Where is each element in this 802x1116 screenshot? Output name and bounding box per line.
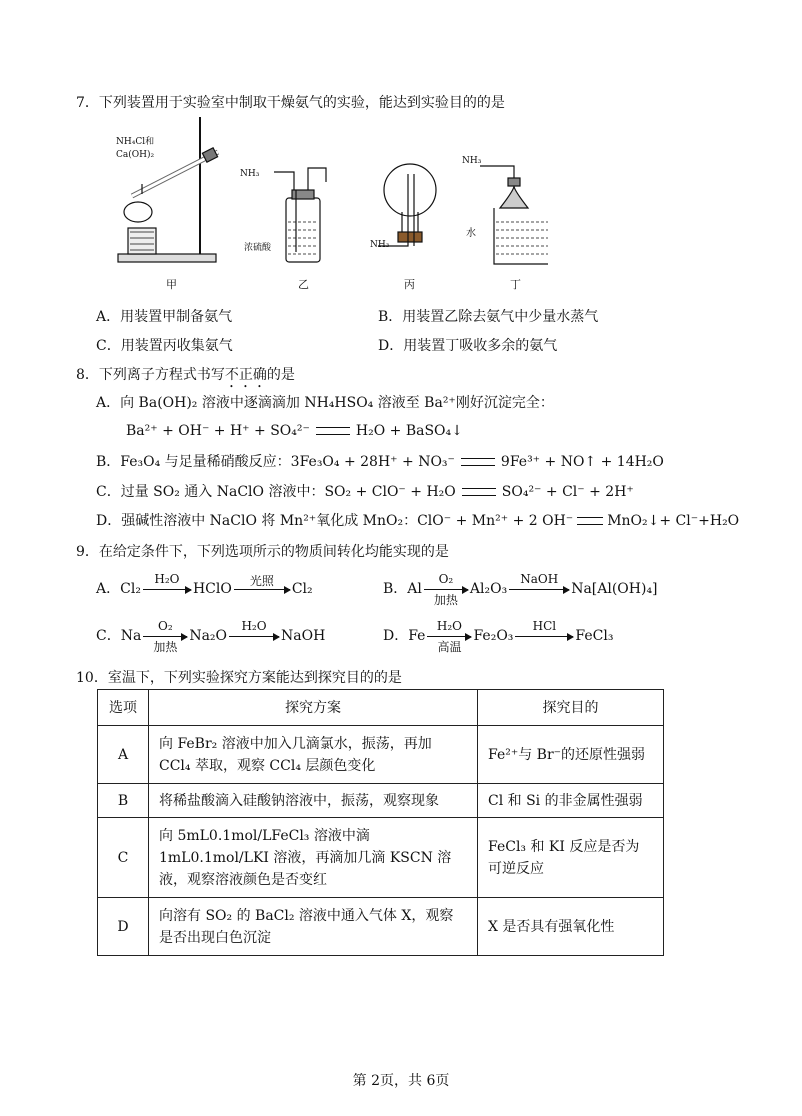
jia-reagent-label-1: NH₄Cl和 (116, 137, 155, 147)
yi-liquid-label: 浓硫酸 (244, 243, 272, 253)
q8-a-eq-left: Ba²⁺ + OH⁻ + H⁺ + SO₄²⁻ (126, 423, 310, 439)
species: Al₂O₃ (469, 581, 508, 597)
yi-nh3-label: NH₃ (240, 169, 260, 179)
arrow-condition-top: H₂O (154, 572, 180, 586)
q10-stem: 10．室温下，下列实验探究方案能达到探究目的的是 (76, 670, 402, 686)
header-plan: 探究方案 (149, 690, 478, 726)
ding-caption: 丁 (510, 278, 521, 291)
row-plan: 向 FeBr₂ 溶液中加入几滴氯水，振荡，再加 CCl₄ 萃取，观察 CCl₄ 层颜色变化 (149, 726, 478, 784)
species: Cl₂ (120, 581, 141, 597)
species: HClO (192, 581, 232, 597)
q8-d-left: D．强碱性溶液中 NaClO 将 Mn²⁺氧化成 MnO₂：ClO⁻ + Mn²⁺ + 2 OH⁻ (96, 513, 574, 529)
species: Na (120, 628, 142, 644)
ding-nh3-label: NH₃ (462, 156, 482, 166)
row-goal: Cl 和 Si 的非金属性强弱 (478, 784, 664, 818)
bing-nh3-label: NH₃ (370, 240, 390, 250)
q9-option-d (383, 619, 613, 653)
species: FeCl₃ (575, 628, 614, 644)
q7-apparatus-figure (108, 112, 548, 294)
reaction-arrow (234, 572, 290, 606)
q9-option-c (96, 619, 325, 653)
q8-b-left: B．Fe₃O₄ 与足量稀硝酸反应：3Fe₃O₄ + 28H⁺ + NO₃⁻ (96, 454, 455, 470)
species: NaOH (281, 628, 326, 644)
species: Fe (408, 628, 426, 644)
jia-caption: 甲 (166, 278, 177, 291)
q7-stem: 7．下列装置用于实验室中制取干燥氨气的实验，能达到实验目的的是 (76, 95, 505, 111)
arrow-condition-bottom: 加热 (433, 593, 458, 607)
row-goal: FeCl₃ 和 KI 反应是否为可逆反应 (478, 818, 664, 898)
option-label: D． (383, 628, 409, 644)
equals-sign-icon (316, 427, 350, 435)
reaction-arrow (229, 619, 279, 653)
row-plan: 将稀盐酸滴入硅酸钠溶液中，振荡，观察现象 (149, 784, 478, 818)
q8-stem-emphasis: 不正确 (224, 367, 267, 383)
table-row (98, 784, 664, 818)
species: Na[Al(OH)₄] (571, 581, 658, 597)
reaction-arrow (427, 619, 471, 653)
equals-sign-icon (462, 488, 496, 496)
q9-option-b (383, 572, 658, 606)
arrow-condition-top: 光照 (249, 574, 274, 588)
q8-stem-pre: 8．下列离子方程式书写 (76, 367, 225, 383)
arrow-condition-top: H₂O (241, 619, 267, 633)
q8-option-d (96, 510, 739, 530)
table-row (98, 726, 664, 784)
q8-option-b (96, 451, 664, 471)
species: Na₂O (189, 628, 228, 644)
q9-option-a (96, 572, 313, 606)
bing-caption: 丙 (404, 278, 415, 291)
option-label: C． (96, 628, 121, 644)
reaction-arrow (143, 572, 191, 606)
arrow-condition-bottom: 高温 (437, 640, 462, 654)
row-option: B (98, 784, 149, 818)
q10-table (97, 689, 664, 956)
equals-sign-icon (577, 517, 603, 525)
arrow-condition-top: O₂ (158, 619, 173, 633)
row-option: C (98, 818, 149, 898)
yi-caption: 乙 (298, 278, 309, 291)
q7-option-c: C．用装置丙收集氨气 (96, 338, 233, 354)
species: Cl₂ (291, 581, 313, 597)
q7-option-a: A．用装置甲制备氨气 (96, 309, 233, 325)
q7-option-b: B．用装置乙除去氨气中少量水蒸气 (378, 309, 599, 325)
arrow-condition-top: O₂ (438, 572, 454, 586)
row-plan: 向溶有 SO₂ 的 BaCl₂ 溶液中通入气体 X，观察是否出现白色沉淀 (149, 898, 478, 956)
species: Fe₂O₃ (473, 628, 514, 644)
q8-a-eq-right: H₂O + BaSO₄↓ (355, 423, 463, 439)
row-goal: X 是否具有强氧化性 (478, 898, 664, 956)
arrow-condition-top: HCl (532, 619, 557, 633)
table-row (98, 818, 664, 898)
q8-c-left: C．过量 SO₂ 通入 NaClO 溶液中：SO₂ + ClO⁻ + H₂O (96, 484, 456, 500)
table-row (98, 898, 664, 956)
reaction-arrow (515, 619, 573, 653)
row-option: A (98, 726, 149, 784)
arrow-condition-top: H₂O (436, 619, 463, 633)
row-plan: 向 5mL0.1mol/LFeCl₃ 溶液中滴 1mL0.1mol/LKI 溶液，再滴加几滴 KSCN 溶液，观察溶液颜色是否变红 (149, 818, 478, 898)
q8-c-right: SO₄²⁻ + Cl⁻ + 2H⁺ (501, 484, 634, 500)
table-header-row (98, 690, 664, 726)
q9-stem: 9．在给定条件下，下列选项所示的物质间转化均能实现的是 (76, 544, 449, 560)
q7-option-d: D．用装置丁吸收多余的氨气 (378, 338, 558, 354)
apparatus-ding (480, 166, 548, 264)
arrow-condition-top: NaOH (520, 572, 559, 586)
q8-option-c (96, 481, 634, 501)
option-label: B． (383, 581, 408, 597)
q8-b-right: 9Fe³⁺ + NO↑ + 14H₂O (500, 454, 664, 470)
q8-option-a-line1: A．向 Ba(OH)₂ 溶液中逐滴滴加 NH₄HSO₄ 溶液至 Ba²⁺刚好沉淀完全： (96, 395, 554, 411)
q8-option-a-equation (126, 423, 463, 439)
reaction-arrow (509, 572, 569, 606)
q8-d-right: MnO₂↓+ Cl⁻+H₂O (607, 513, 740, 529)
species: Al (407, 581, 422, 597)
page-footer: 第 2页，共 6页 (352, 1073, 450, 1089)
header-goal: 探究目的 (478, 690, 664, 726)
q8-stem (76, 364, 295, 391)
ding-water-label: 水 (466, 228, 476, 239)
jia-reagent-label-2: Ca(OH)₂ (116, 150, 155, 160)
header-option: 选项 (98, 690, 149, 726)
row-goal: Fe²⁺与 Br⁻的还原性强弱 (478, 726, 664, 784)
row-option: D (98, 898, 149, 956)
reaction-arrow (143, 619, 187, 653)
arrow-condition-bottom: 加热 (153, 640, 178, 654)
q8-stem-post: 的是 (266, 367, 295, 383)
equals-sign-icon (461, 458, 495, 466)
apparatus-yi (274, 168, 326, 262)
apparatus-bing (378, 164, 436, 246)
option-label: A． (96, 581, 121, 597)
reaction-arrow (424, 572, 468, 606)
